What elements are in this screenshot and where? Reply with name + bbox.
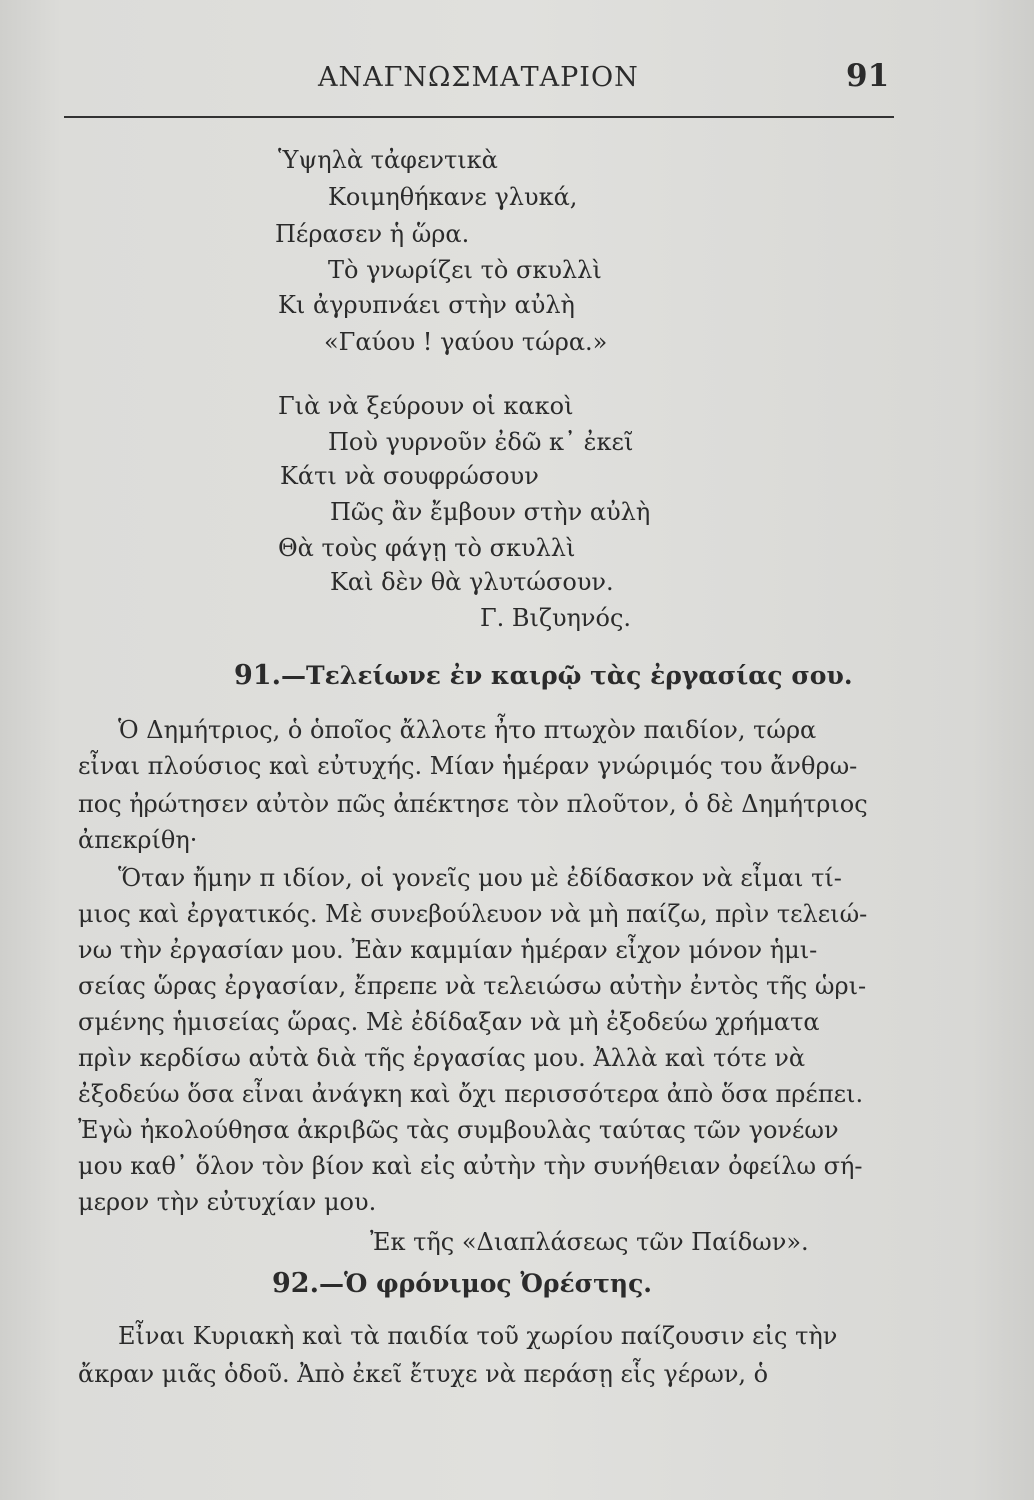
paragraph-line: σείας ὥρας ἐργασίαν, ἔπρεπε νὰ τελειώσω αὐτὴν ἐντὸς τῆς ὡρι-: [78, 972, 867, 1000]
paragraph-line: Ἐγὼ ἠκολούθησα ἀκριβῶς τὰς συμβουλὰς ταύτας τῶν γονέων: [78, 1116, 839, 1144]
paragraph-line: Ὅταν ἤμην π ιδίον, οἱ γονεῖς μου μὲ ἐδίδασκον νὰ εἶμαι τί-: [118, 864, 842, 892]
header-rule: [64, 116, 894, 118]
section-heading: [272, 1268, 652, 1299]
paragraph-line: μερον τὴν εὐτυχίαν μου.: [78, 1188, 377, 1216]
section-title: —Ὁ φρόνιμος Ὀρέστης.: [318, 1269, 653, 1298]
poem-line: Κι ἀγρυπνάει στὴν αὐλὴ: [278, 291, 575, 319]
poem-line: «Γαύου ! γαύου τώρα.»: [324, 328, 608, 356]
poem-line: Καὶ δὲν θὰ γλυτώσουν.: [330, 568, 614, 596]
section-title: —Τελείωνε ἐν καιρῷ τὰς ἐργασίας σου.: [280, 661, 853, 690]
poem-line: Κάτι νὰ σουφρώσουν: [280, 462, 539, 490]
poem-line: Θὰ τοὺς φάγῃ τὸ σκυλλὶ: [278, 534, 576, 562]
paragraph-line: Ὁ Δημήτριος, ὁ ὁποῖος ἄλλοτε ἦτο πτωχὸν παιδίον, τώρα: [118, 716, 817, 744]
paragraph-line: πος ἠρώτησεν αὐτὸν πῶς ἀπέκτησε τὸν πλοῦτον, ὁ δὲ Δημήτριος: [78, 790, 868, 818]
paragraph-line: εἶναι πλούσιος καὶ εὐτυχής. Μίαν ἡμέραν γνώριμός του ἄνθρω-: [78, 752, 858, 780]
poem-line: Τὸ γνωρίζει τὸ σκυλλὶ: [328, 256, 602, 284]
poem-line: Κοιμηθήκανε γλυκά,: [328, 183, 578, 211]
running-header-title: ΑΝΑΓΝΩΣΜΑΤΑΡΙΟΝ: [318, 62, 639, 93]
paragraph-line: νω τὴν ἐργασίαν μου. Ἐὰν καμμίαν ἡμέραν εἶχον μόνον ἡμι-: [78, 936, 818, 964]
poem-author: Γ. Βιζυηνός.: [480, 604, 632, 632]
paragraph-line: ἐξοδεύω ὅσα εἶναι ἀνάγκη καὶ ὄχι περισσότερα ἀπὸ ὅσα πρέπει.: [78, 1080, 864, 1108]
paragraph-line: ἀπεκρίθη·: [78, 826, 198, 854]
source-citation: Ἐκ τῆς «Διαπλάσεως τῶν Παίδων».: [370, 1228, 809, 1256]
poem-line: Πῶς ἂν ἔμβουν στὴν αὐλὴ: [330, 498, 651, 526]
poem-line: Ὑψηλὰ τἀφεντικὰ: [278, 146, 498, 174]
paragraph-line: πρὶν κερδίσω αὐτὰ διὰ τῆς ἐργασίας μου. Ἀλλὰ καὶ τότε νὰ: [78, 1044, 806, 1072]
section-number: 91.: [234, 660, 281, 691]
poem-line: Ποὺ γυρνοῦν ἐδῶ κ᾽ ἐκεῖ: [328, 428, 634, 456]
paragraph-line: μιος καὶ ἐργατικός. Μὲ συνεβούλευον νὰ μὴ παίζω, πρὶν τελειώ-: [78, 900, 868, 928]
paragraph-line: ἄκραν μιᾶς ὁδοῦ. Ἀπὸ ἐκεῖ ἔτυχε νὰ περάσῃ εἷς γέρων, ὁ: [78, 1360, 769, 1388]
paragraph-line: μου καθ᾽ ὅλον τὸν βίον καὶ εἰς αὐτὴν τὴν συνήθειαν ὀφείλω σή-: [78, 1152, 863, 1180]
poem-line: Πέρασεν ἡ ὥρα.: [275, 220, 470, 248]
section-number: 92.: [272, 1268, 319, 1299]
poem-line: Γιὰ νὰ ξεύρουν οἱ κακοὶ: [278, 392, 574, 420]
paragraph-line: σμένης ἡμισείας ὥρας. Μὲ ἐδίδαξαν νὰ μὴ ἐξοδεύω χρήματα: [78, 1008, 820, 1036]
paragraph-line: Εἶναι Κυριακὴ καὶ τὰ παιδία τοῦ χωρίου παίζουσιν εἰς τὴν: [118, 1322, 838, 1350]
section-heading: [234, 660, 853, 691]
page-number: 91: [846, 58, 890, 94]
